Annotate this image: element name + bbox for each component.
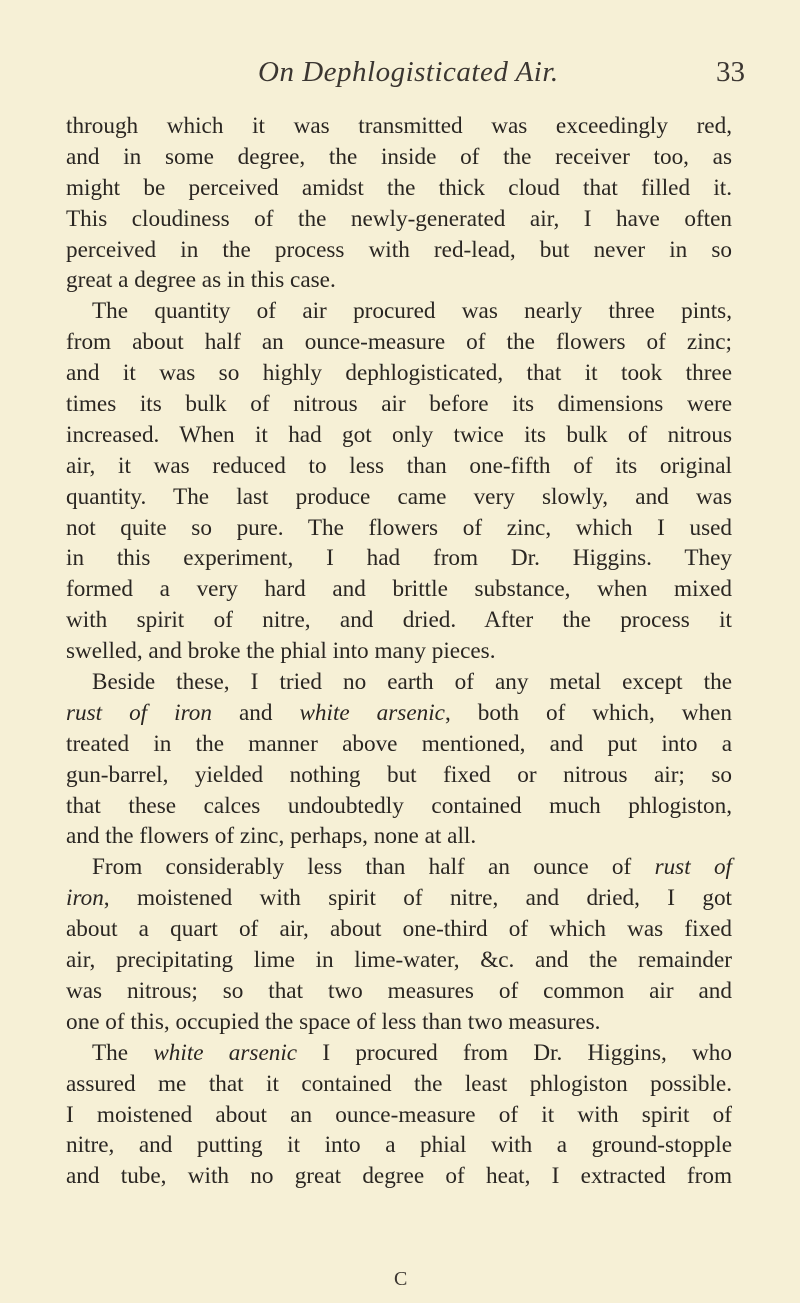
text-line: and in some degree, the inside of the receiver too, as <box>66 143 732 170</box>
running-title: On Dephlogisticated Air. <box>258 56 559 88</box>
text-line: great a degree as in this case. <box>66 267 336 294</box>
text-line: from about half an ounce-measure of the flowers of zinc; <box>66 329 732 356</box>
running-head <box>0 56 800 96</box>
text-line: and the flowers of zinc, perhaps, none at all. <box>66 823 477 850</box>
text-line: air, it was reduced to less than one-fifth of its original <box>66 452 732 479</box>
text-line: iron, moistened with spirit of nitre, and dried, I got <box>66 885 732 912</box>
body-text <box>66 111 732 1192</box>
text-line: increased. When it had got only twice its bulk of nitrous <box>66 421 732 448</box>
text-line: and tube, with no great degree of heat, I extracted from <box>66 1163 732 1190</box>
text-line: and it was so highly dephlogisticated, that it took three <box>66 360 732 387</box>
text-line: formed a very hard and brittle substance, when mixed <box>66 576 732 603</box>
text-line: might be perceived amidst the thick cloud that filled it. <box>66 174 732 201</box>
text-line: From considerably less than half an ounce of rust of <box>92 854 732 881</box>
text-line: gun-barrel, yielded nothing but fixed or nitrous air; so <box>66 761 732 788</box>
text-line: not quite so pure. The flowers of zinc, which I used <box>66 514 732 541</box>
text-line: The white arsenic I procured from Dr. Higgins, who <box>92 1039 732 1066</box>
signature-mark: C <box>394 1268 408 1290</box>
text-line: that these calces undoubtedly contained much phlogiston, <box>66 792 732 819</box>
text-line: times its bulk of nitrous air before its dimensions were <box>66 391 732 418</box>
text-line: with spirit of nitre, and dried. After the process it <box>66 607 732 634</box>
text-line: rust of iron and white arsenic, both of which, when <box>66 699 733 726</box>
text-line: quantity. The last produce came very slowly, and was <box>66 483 732 510</box>
text-line: Beside these, I tried no earth of any metal except the <box>92 669 732 696</box>
text-line: one of this, occupied the space of less than two measures. <box>66 1008 601 1035</box>
text-line: assured me that it contained the least phlogiston possible. <box>66 1070 732 1097</box>
text-line: The quantity of air procured was nearly three pints, <box>92 298 732 325</box>
text-line: was nitrous; so that two measures of common air and <box>66 977 732 1004</box>
text-line: swelled, and broke the phial into many pieces. <box>66 638 496 665</box>
page-number: 33 <box>716 56 745 88</box>
text-line: This cloudiness of the newly-generated air, I have often <box>66 205 732 232</box>
text-line: I moistened about an ounce-measure of it with spirit of <box>66 1101 732 1128</box>
text-line: air, precipitating lime in lime-water, &c. and the remainder <box>66 947 732 974</box>
text-line: through which it was transmitted was exceedingly red, <box>66 113 732 139</box>
text-line: about a quart of air, about one-third of which was fixed <box>66 916 732 943</box>
text-line: nitre, and putting it into a phial with a ground-stopple <box>66 1132 732 1159</box>
text-line: perceived in the process with red-lead, but never in so <box>66 236 732 263</box>
text-line: in this experiment, I had from Dr. Higgins. They <box>66 545 732 572</box>
text-line: treated in the manner above mentioned, and put into a <box>66 730 732 757</box>
